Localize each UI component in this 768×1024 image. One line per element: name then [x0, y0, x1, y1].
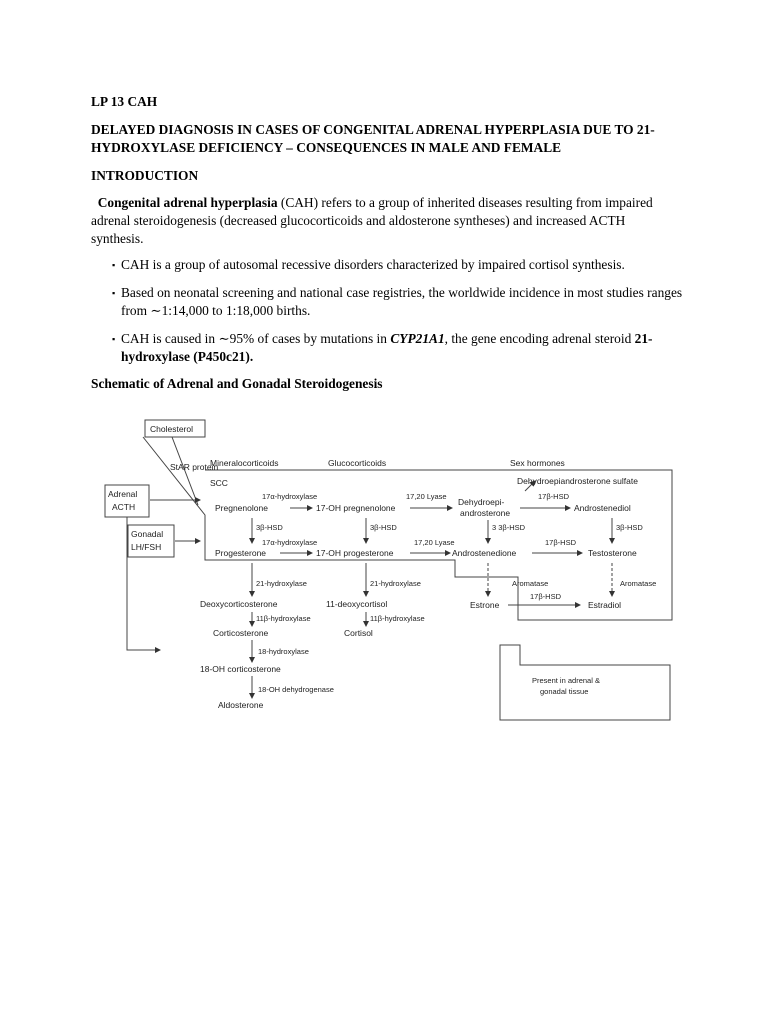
legend-text-2: gonadal tissue — [540, 687, 589, 696]
enzyme-label: 17β-HSD — [545, 538, 576, 547]
testosterone-label: Testosterone — [588, 548, 637, 558]
enzyme-label: 18-hydroxylase — [258, 647, 309, 656]
intro-lead-term: Congenital adrenal hyperplasia — [97, 195, 278, 210]
bullet-marker: ▪ — [112, 334, 116, 344]
introduction-heading: INTRODUCTION — [91, 168, 199, 183]
corticosterone-label: Corticosterone — [213, 628, 269, 638]
lhfsh-label: LH/FSH — [131, 542, 162, 552]
enzyme-label: 17α-hydroxylase — [262, 492, 318, 501]
enzyme-label: 11β-hydroxylase — [370, 614, 425, 623]
bullet-text: CAH is caused in ∼95% of cases by mutations in — [121, 331, 391, 346]
enzyme-label: 3β-HSD — [370, 523, 397, 532]
acth-label: ACTH — [112, 502, 136, 512]
mineralocorticoids-header: Mineralocorticoids — [210, 458, 279, 468]
pregnenolone-label: Pregnenolone — [215, 503, 268, 513]
dhea-label: Dehydroepi- — [458, 497, 505, 507]
aldosterone-label: Aldosterone — [218, 700, 264, 710]
bullet-text-mid: , the gene encoding adrenal steroid — [444, 331, 635, 346]
enzyme-label: 17,20 Lyase — [406, 492, 447, 501]
enzyme-label: 21-hydroxylase — [370, 579, 421, 588]
enzyme-label: 17β-HSD — [538, 492, 569, 501]
enzyme-label: 17α-hydroxylase — [262, 538, 318, 547]
cortisol-label: Cortisol — [344, 628, 373, 638]
estrone-label: Estrone — [470, 600, 500, 610]
bullet-text: Based on neonatal screening and national case registries, the worldwide incidence in most studies ranges from ∼1:14,000 to 1:18,000 births. — [121, 285, 683, 318]
enzyme-label: Aromatase — [512, 579, 549, 588]
enzyme-label: 21-hydroxylase — [256, 579, 307, 588]
enzyme-label: 18-OH dehydrogenase — [258, 685, 334, 694]
oh18-corticosterone-label: 18-OH corticosterone — [200, 664, 281, 674]
bullet-text: CAH is a group of autosomal recessive disorders characterized by impaired cortisol synthesis. — [121, 257, 625, 272]
gene-name: CYP21A1 — [390, 331, 445, 346]
legend-text: Present in adrenal & — [532, 676, 600, 685]
enzyme-label: 11β-hydroxylase — [256, 614, 311, 623]
gonadal-label: Gonadal — [131, 529, 164, 539]
bullet-marker: ▪ — [112, 260, 116, 270]
deoxycortisol-label: 11-deoxycortisol — [326, 599, 388, 609]
estradiol-label: Estradiol — [588, 600, 622, 610]
dheas-label: Dehydroepiandrosterone sulfate — [517, 476, 638, 486]
glucocorticoids-header: Glucocorticoids — [328, 458, 387, 468]
sex-hormones-header: Sex hormones — [510, 458, 565, 468]
adrenal-label: Adrenal — [108, 489, 138, 499]
deoxycorticosterone-label: Deoxycorticosterone — [200, 599, 278, 609]
oh17-pregnenolone-label: 17-OH pregnenolone — [316, 503, 396, 513]
oh17-progesterone-label: 17-OH progesterone — [316, 548, 394, 558]
scc-label: SCC — [210, 478, 228, 488]
enzyme-label: 3 3β-HSD — [492, 523, 526, 532]
progesterone-label: Progesterone — [215, 548, 267, 558]
cholesterol-label: Cholesterol — [150, 424, 193, 434]
androstenedione-label: Androstenedione — [452, 548, 517, 558]
enzyme-label: 17β-HSD — [530, 592, 561, 601]
document-title: DELAYED DIAGNOSIS IN CASES OF CONGENITAL ADRENAL HYPERPLASIA DUE TO 21-HYDROXYLASE DEFICIENCY – CONSEQUENCES IN MALE AND FEMALE — [91, 122, 655, 155]
enzyme-label: Aromatase — [620, 579, 657, 588]
star-protein-label: StAR protein — [170, 462, 219, 472]
dhea-label-2: androsterone — [460, 508, 511, 518]
bullet-marker: ▪ — [112, 288, 116, 298]
document-code: LP 13 CAH — [91, 94, 158, 109]
schematic-heading: Schematic of Adrenal and Gonadal Steroidogenesis — [91, 376, 383, 391]
enzyme-label: 3β-HSD — [256, 523, 283, 532]
intro-rest: (CAH) refers to a group of inherited diseases resulting from impaired adrenal steroidogenesis (decreased glucocorticoids and aldosterone syntheses) and increased ACTH synthesis. — [91, 195, 653, 246]
enzyme-label: 3β-HSD — [616, 523, 643, 532]
androstenediol-label: Androstenediol — [574, 503, 631, 513]
enzyme-name: 21-hydroxylase (P450c21). — [121, 331, 653, 364]
enzyme-label: 17,20 Lyase — [414, 538, 455, 547]
